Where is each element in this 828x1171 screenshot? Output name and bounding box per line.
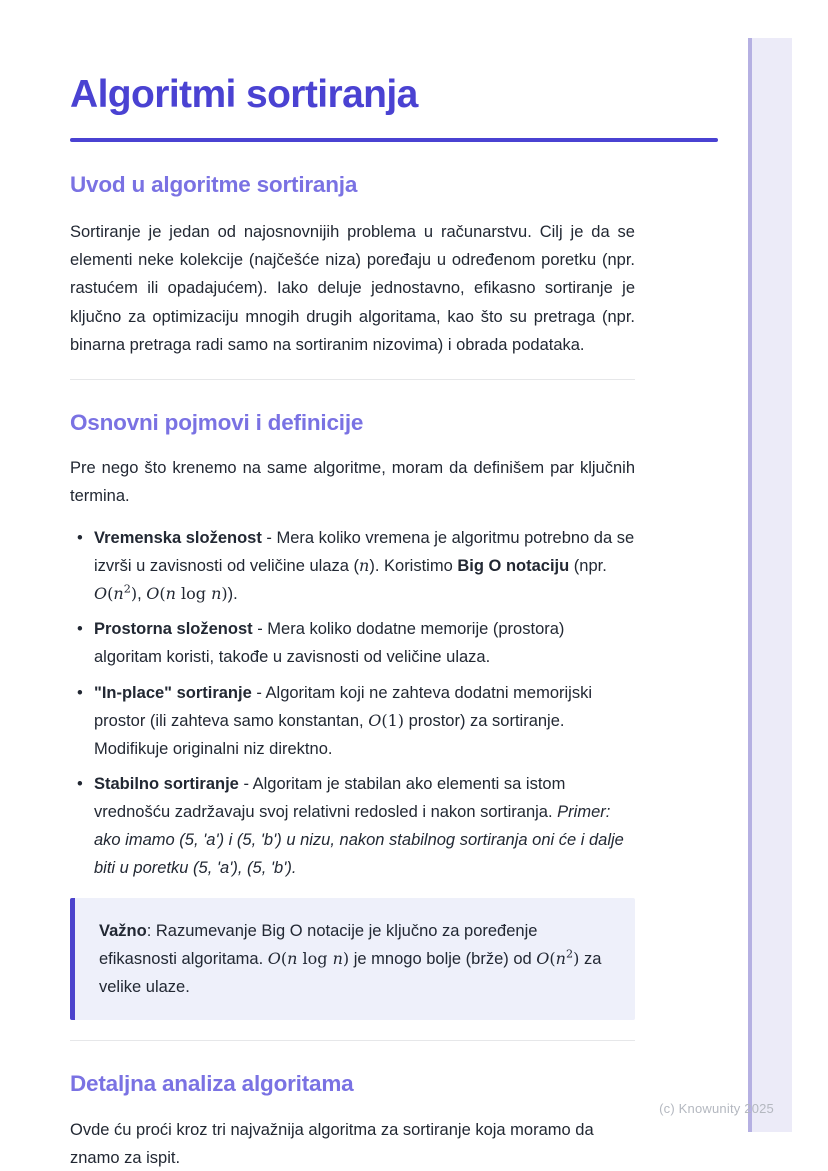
list-item-stabilno-sortiranje: • Stabilno sortiranje - Algoritam je stabilan ako elementi sa istom vrednošću zadržavaju svoj relativni redosled i nakon sortiranja. Primer: ako imamo (5, 'a') i (5, 'b') u nizu, nakon stabilnog sortiranja oni će i dalje biti u poretku (5, 'a'), (5, 'b'). — [94, 770, 635, 882]
intro-paragraph: Sortiranje je jedan od najosnovnijih problema u računarstvu. Cilj je da se elementi neke kolekcije (najčešće niza) poređaju u određenom poretku (npr. rastućem ili opadajućem). Iako deluje jednostavno, efikasno sortiranje je ključno za optimizaciju mnogih drugih algoritama, kao što su pretraga (npr. binarna pretraga radi samo na sortiranim nizovima) i obrada podataka. — [70, 223, 635, 354]
section-divider-1 — [70, 379, 635, 380]
title-underline — [70, 138, 718, 142]
section-uvod — [70, 172, 635, 359]
pojmovi-intro-paragraph: Pre nego što krenemo na same algoritme, moram da definišem par ključnih termina. — [70, 459, 635, 506]
section-analiza — [70, 1071, 635, 1171]
right-accent-bar — [748, 38, 792, 1132]
page-title: Algoritmi sortiranja — [70, 73, 418, 116]
list-item-in-place-sortiranje: • "In-place" sortiranje - Algoritam koji ne zahteva dodatni memorijski prostor (ili zahteva samo konstantan, O(1) prostor) za sortiranje. Modifikuje originalni niz direktno. — [94, 679, 635, 763]
section-heading-uvod: Uvod u algoritme sortiranja — [70, 171, 358, 197]
list-item-prostorna-slozenost: • Prostorna složenost - Mera koliko dodatne memorije (prostora) algoritam koristi, takođe u zavisnosti od veličine ulaza. — [94, 615, 635, 671]
definitions-list — [70, 524, 635, 882]
section-pojmovi — [70, 410, 635, 1020]
section-divider-2 — [70, 1040, 635, 1041]
list-item-vremenska-slozenost: • Vremenska složenost - Mera koliko vremena je algoritmu potrebno da se izvrši u zavisnosti od veličine ulaza (n). Koristimo Big O notaciju (npr. $O(n^2)$, O(n log n)). — [94, 524, 635, 608]
important-callout — [70, 898, 635, 1020]
section-heading-analiza: Detaljna analiza algoritama — [70, 1070, 354, 1096]
copyright-footer: (c) Knowunity 2025 — [659, 1101, 774, 1116]
callout-text: Važno: Razumevanje Big O notacije je ključno za poređenje efikasnosti algoritama. O(n log n) je mnogo bolje (brže) od $O(n^2)$ za velike ulaze. — [99, 921, 602, 996]
analiza-paragraph: Ovde ću proći kroz tri najvažnija algoritma za sortiranje koja moramo da znamo za ispit. — [70, 1120, 594, 1167]
section-heading-pojmovi: Osnovni pojmovi i definicije — [70, 409, 364, 435]
document-content — [70, 0, 635, 1171]
